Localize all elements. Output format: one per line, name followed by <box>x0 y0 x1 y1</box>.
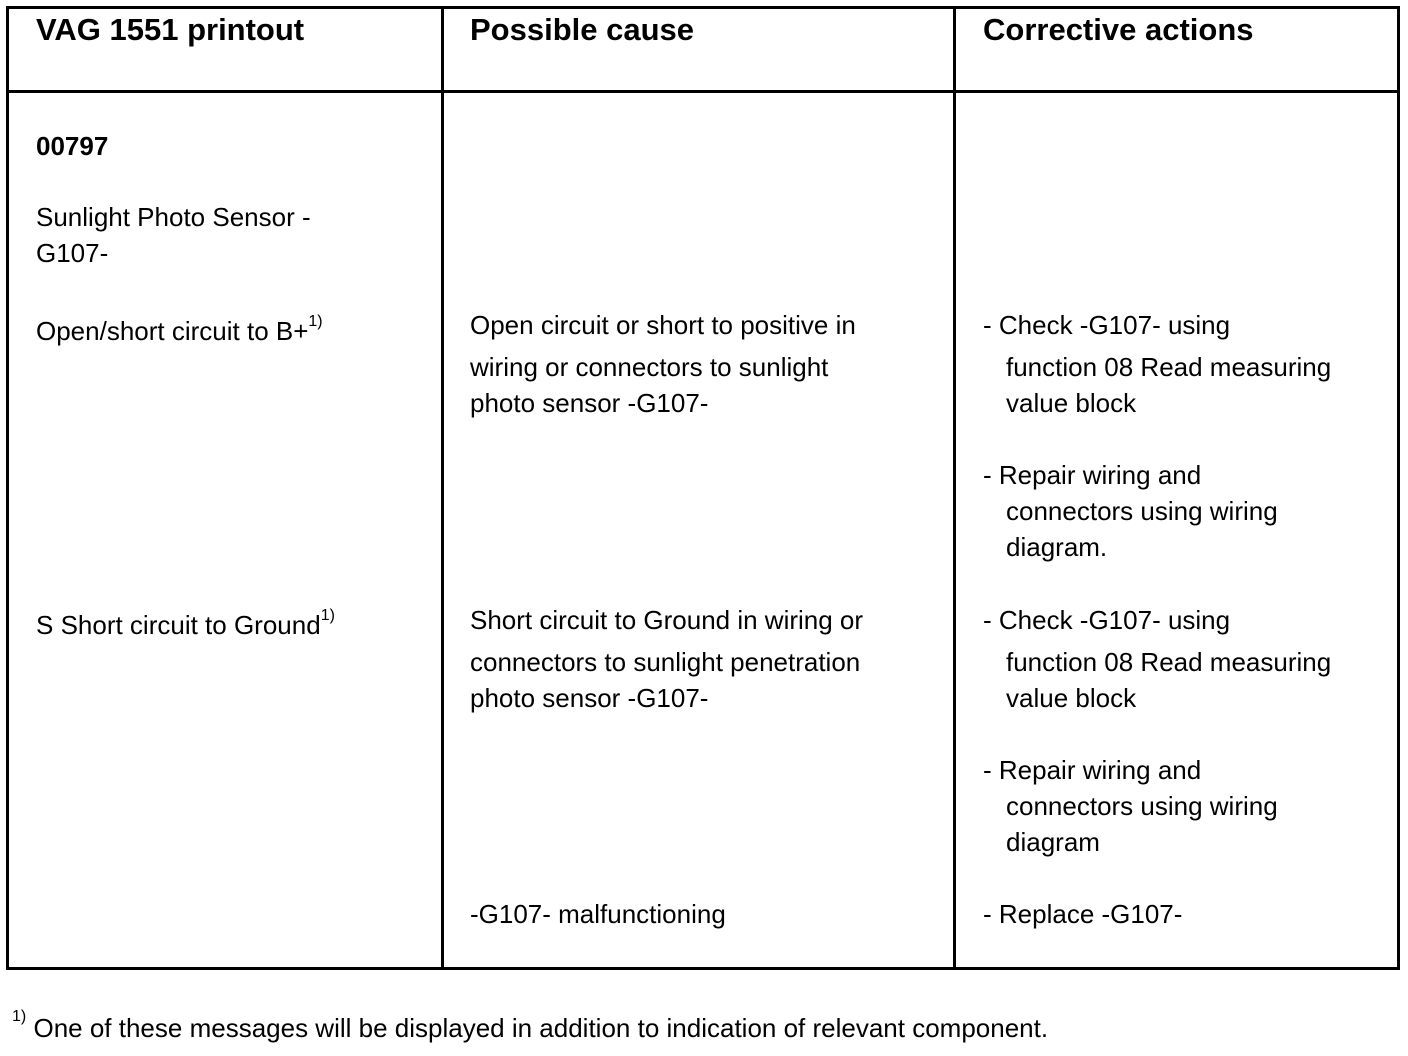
fault-1-cause-line-2: wiring or connectors to sunlight <box>470 352 829 382</box>
fault-1-action-2-line-1: - Repair wiring and <box>983 460 1202 490</box>
fault-1-footnote-mark: 1) <box>308 313 323 331</box>
fault-2-action-2-line-1: - Repair wiring and <box>983 755 1202 785</box>
fault-1-action-1-line-3: value block <box>1006 388 1137 418</box>
header-divider <box>9 90 1397 93</box>
fault-code: 00797 <box>36 131 109 161</box>
fault-2-action-1-line-2: function 08 Read measuring <box>1006 647 1332 677</box>
header-corrective-actions: Corrective actions <box>983 12 1254 47</box>
fault-1-cause-line-1: Open circuit or short to positive in <box>470 310 856 340</box>
fault-2-cause-line-2: connectors to sunlight penetration <box>470 647 861 677</box>
fault-1-action-1-line-1: - Check -G107- using <box>983 310 1231 340</box>
fault-2-cause-line-1: Short circuit to Ground in wiring or <box>470 605 864 635</box>
column-divider-1 <box>441 9 444 967</box>
fault-2-action-1-line-1: - Check -G107- using <box>983 605 1231 635</box>
footnote-mark: 1) <box>12 1008 27 1026</box>
fault-1-action-1-line-2: function 08 Read measuring <box>1006 352 1332 382</box>
column-divider-2 <box>953 9 956 967</box>
fault-1-printout <box>36 313 323 349</box>
fault-3-cause: -G107- malfunctioning <box>470 899 726 929</box>
fault-2-cause-line-3: photo sensor -G107- <box>470 683 709 713</box>
fault-3-action: - Replace -G107- <box>983 899 1183 929</box>
fault-2-footnote-mark: 1) <box>320 607 335 625</box>
fault-2-action-2-line-3: diagram <box>1006 827 1100 857</box>
fault-1-action-2-line-3: diagram. <box>1006 532 1108 562</box>
fault-1-cause-line-3: photo sensor -G107- <box>470 388 709 418</box>
fault-2-action-2-line-2: connectors using wiring <box>1006 791 1278 821</box>
component-name-line-2: G107- <box>36 238 109 268</box>
component-name-line-1: Sunlight Photo Sensor - <box>36 202 311 232</box>
header-vag-printout: VAG 1551 printout <box>36 12 305 47</box>
footnote <box>12 1010 1048 1046</box>
fault-2-action-1-line-3: value block <box>1006 683 1137 713</box>
fault-2-printout <box>36 607 335 643</box>
header-possible-cause: Possible cause <box>470 12 695 47</box>
fault-2-printout-text: S Short circuit to Ground <box>36 610 321 640</box>
footnote-text: One of these messages will be displayed in addition to indication of relevant component. <box>33 1013 1049 1043</box>
fault-1-action-2-line-2: connectors using wiring <box>1006 496 1278 526</box>
fault-1-printout-text: Open/short circuit to B+ <box>36 316 309 346</box>
